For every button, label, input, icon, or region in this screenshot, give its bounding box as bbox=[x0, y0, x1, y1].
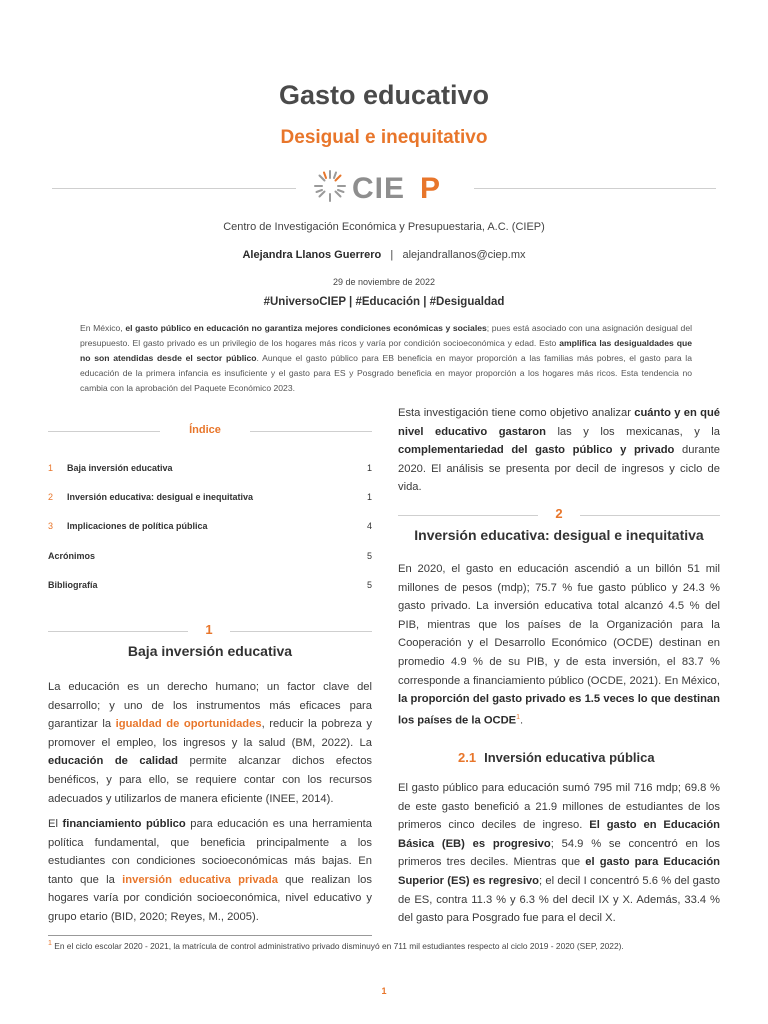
index-item[interactable]: Acrónimos 5 bbox=[48, 551, 372, 561]
section1-paragraph-1: La educación es un derecho humano; un factor clave del desarrollo; y uno de los instrumentos más eficaces para garantizar la igualdad de oportunidades, reducir la pobreza y promover el empleo, los ingresos y la salud (BM, 2022). La educación de calidad permite alcanzar dichos efectos benéficos, y para ello, se requiere contar con los recursos adecuados y utilizarlos de manera eficiente (INEE, 2014). bbox=[48, 681, 373, 805]
document-subtitle: Desigual e inequitativo bbox=[280, 127, 488, 148]
section2-rule-right bbox=[580, 515, 720, 516]
institution-name: Centro de Investigación Económica y Presupuestaria, A.C. (CIEP) bbox=[223, 221, 545, 233]
section1-rule-left bbox=[48, 631, 188, 632]
author-email[interactable]: alejandrallanos@ciep.mx bbox=[402, 249, 526, 261]
svg-text:P: P bbox=[420, 172, 441, 204]
footnote-rule bbox=[48, 935, 372, 936]
index-title: Índice bbox=[189, 424, 221, 436]
index-rule-left bbox=[48, 431, 160, 432]
author-line bbox=[0, 249, 768, 261]
svg-text:CIE: CIE bbox=[352, 172, 406, 204]
section1-paragraph-2: El financiamiento público para educación es una herramienta política fundamental, que beneficia principalmente a los estudiantes con condiciones socioeconómicas más bajas. En tanto que la inversión educativa privada que realizan los hogares varía por condición socioeconómica, nivel educativo y grupo etario (BID, 2020; Reyes, M., 2005). bbox=[48, 818, 372, 923]
hashtags: #UniversoCIEP | #Educación | #Desigualdad bbox=[263, 296, 505, 308]
sunburst-icon bbox=[315, 171, 345, 201]
section1-number: 1 bbox=[205, 622, 213, 637]
index-item[interactable]: 1 Baja inversión educativa 1 bbox=[48, 463, 372, 473]
abstract: En México, el gasto público en educación no garantiza mejores condiciones económicas y sociales; pues está asociado con una asignación desigual del presupuesto. El gasto privado es un privilegio de los hogares más ricos y varía por condición socioeconómica y edad. Esto amplifica las desigualdades que no son atendidas desde el sector público. Aunque el gasto público para EB beneficia en mayor proporción a las familias más pobres, el gasto para la educación de la primera infancia es insuficiente y el gasto para ES y Posgrado beneficia en mayor proporción a los hogares más ricos. Esta tendencia no cambia con la aprobación del Paquete Económico 2023. bbox=[80, 323, 693, 393]
index-item[interactable]: Bibliografía 5 bbox=[48, 580, 372, 590]
page-number: 1 bbox=[381, 986, 387, 996]
section2-rule-left bbox=[398, 515, 538, 516]
footnote-ref[interactable]: 1 bbox=[516, 713, 521, 721]
section2-paragraph-1: En 2020, el gasto en educación ascendió a un billón 51 mil millones de pesos (mdp); 75.7 % fue gasto público y 24.3 % gasto privado. La inversión educativa total alcanzó 4.5 % del PIB, mientras que los países de la Organización para la Cooperación y el Desarrollo Económico (OCDE) destinan en promedio 4.9 % de su PIB, y de esta inversión, el 83.7 % corresponde a financiamiento público (OCDE, 2021). En México, la proporción del gasto privado es 1.5 veces lo que destinan los países de la OCDE$^1$. bbox=[398, 563, 720, 727]
header-rule-right bbox=[474, 188, 716, 189]
footnote: $^1$ En el ciclo escolar 2020 - 2021, la matrícula de control administrativo privado disminuyó en 711 mil estudiantes respecto al ciclo 2019 - 2020 (SEP, 2022). bbox=[48, 940, 624, 951]
section1-rule-right bbox=[230, 631, 372, 632]
intro-paragraph: Esta investigación tiene como objetivo analizar cuánto y en qué nivel educativo gastaron las y los mexicanas, y la complementariedad del gasto público y privado durante 2020. El análisis se presenta por decil de ingresos y ciclo de vida. bbox=[398, 407, 720, 494]
ciep-logo bbox=[312, 168, 458, 204]
author-name: Alejandra Llanos Guerrero bbox=[242, 249, 382, 261]
author-separator: | bbox=[390, 249, 394, 261]
section2-number: 2 bbox=[555, 506, 563, 521]
index-rule-right bbox=[250, 431, 372, 432]
header-rule-left bbox=[52, 188, 296, 189]
index-item[interactable]: 2 Inversión educativa: desigual e inequitativa 1 bbox=[48, 492, 372, 502]
section1-title: Baja inversión educativa bbox=[127, 643, 293, 659]
index-item[interactable]: 3 Implicaciones de política pública 4 bbox=[48, 521, 372, 531]
document-title: Gasto educativo bbox=[278, 80, 490, 110]
publication-date: 29 de noviembre de 2022 bbox=[332, 277, 436, 287]
section2-title: Inversión educativa: desigual e inequitativa bbox=[414, 527, 704, 543]
section2-paragraph-2: El gasto público para educación sumó 795 mil 716 mdp; 69.8 % de este gasto benefició a 21.9 millones de estudiantes de los primeros cinco deciles de ingreso. El gasto en Educación Básica (EB) es progresivo; 54.9 % se concentró en los primeros tres deciles. Mientras que el gasto para Educación Superior (ES) es regresivo; el decil I concentró 5.6 % del gasto de ES, contra 11.3 % y 6.3 % del decil IX y X. Además, 33.4 % del gasto para Posgrado fue para el decil X. bbox=[398, 782, 721, 925]
subsection-2-1-heading: 2.1 Inversión educativa pública bbox=[458, 750, 655, 765]
